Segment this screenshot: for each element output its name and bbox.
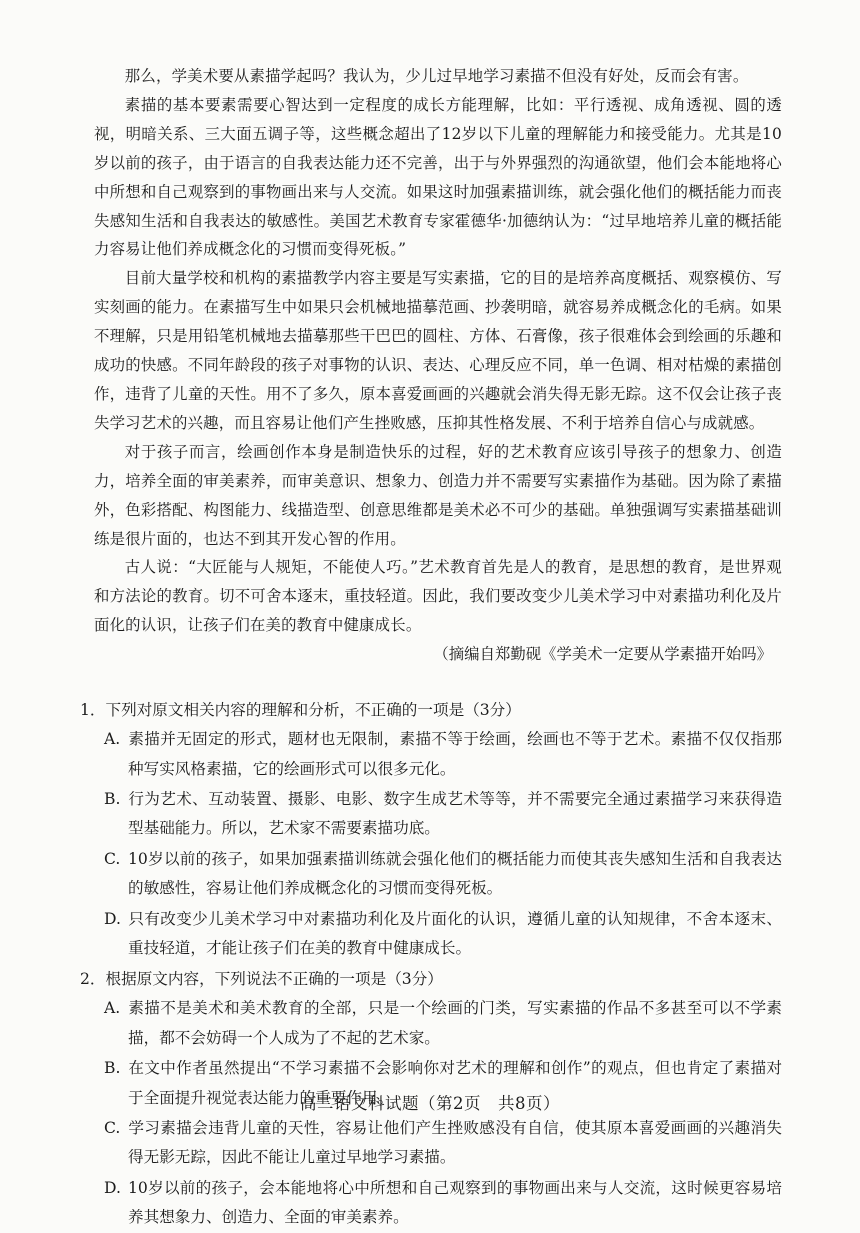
passage-paragraph-5: 古人说：“大匠能与人规矩，不能使人巧。”艺术教育首先是人的教育，是思想的教育，是世界观和方法论的教育。切不可舍本逐末，重技轻道。因此，我们要改变少儿美术学习中对素描功利化及片面化的认识，让孩子们在美的教育中健康成长。 (94, 558, 782, 635)
option-letter: B. (104, 1059, 121, 1078)
passage-source: （摘编自郑勤砚《学美术一定要从学素描开始吗》 (433, 645, 772, 664)
page-footer: 高二语文科试题（第2页 共8页） (300, 1094, 560, 1113)
question-stem: 2．根据原文内容，下列说法不正确的一项是（3分） (80, 970, 443, 989)
question-option (80, 994, 782, 1053)
option-text: 10岁以前的孩子，会本能地将心中所想和自己观察到的事物画出来与人交流，这时候更容易培养其想象力、创造力、全面的审美素养。 (128, 1178, 782, 1227)
option-letter: D. (104, 909, 121, 928)
option-text: 10岁以前的孩子，如果加强素描训练就会强化他们的概括能力而使其丧失感知生活和自我表达的敏感性，容易让他们养成概念化的习惯而变得死板。 (128, 849, 782, 898)
option-letter: A. (104, 730, 121, 749)
option-text: 素描并无固定的形式，题材也无限制，素描不等于绘画，绘画也不等于艺术。素描不仅仅指那种写实风格素描，它的绘画形式可以很多元化。 (128, 730, 782, 778)
question-option (80, 845, 782, 904)
option-letter: B. (104, 789, 121, 808)
option-letter: A. (104, 999, 121, 1018)
option-letter: C. (104, 849, 121, 868)
option-text: 学习素描会违背儿童的天性，容易让他们产生挫败感没有自信，使其原本喜爱画画的兴趣消失得无影无踪，因此不能让儿童过早地学习素描。 (128, 1119, 782, 1167)
question-option (80, 785, 782, 844)
question-option (80, 725, 782, 784)
passage-paragraph-1: 那么，学美术要从素描学起吗？我认为，少儿过早地学习素描不但没有好处，反而会有害。 (124, 67, 749, 85)
option-letter: D. (104, 1178, 121, 1197)
passage-paragraph-4: 对于孩子而言，绘画创作本身是制造快乐的过程，好的艺术教育应该引导孩子的想象力、创造力，培养全面的审美素养，而审美意识、想象力、创造力并不需要写实素描作为基础。因为除了素描外，色彩搭配、构图能力、线描造型、创意思维都是美术必不可少的基础。单独强调写实素描基础训练是很片面的，也达不到其开发心智的作用。 (94, 442, 782, 548)
option-letter: C. (104, 1119, 121, 1137)
option-text: 在文中作者虽然提出“不学习素描不会影响你对艺术的理解和创作”的观点，但也肯定了素描对于全面提升视觉表达能力的重要作用。 (128, 1059, 782, 1107)
question-option (80, 1114, 782, 1173)
option-text: 行为艺术、互动装置、摄影、电影、数字生成艺术等等，并不需要完全通过素描学习来获得造型基础能力。所以，艺术家不需要素描功底。 (128, 789, 782, 838)
reading-passage (94, 62, 782, 669)
passage-paragraph-2: 素描的基本要素需要心智达到一定程度的成长方能理解，比如：平行透视、成角透视、圆的透视，明暗关系、三大面五调子等，这些概念超出了12岁以下儿童的理解能力和接受能力。尤其是10岁以前的孩子，由于语言的自我表达能力还不完善，出于与外界强烈的沟通欲望，他们会本能地将心中所想和自己观察到的事物画出来与人交流。如果这时加强素描训练，就会强化他们的概括能力而丧失感知生活和自我表达的敏感性。美国艺术教育专家霍德华·加德纳认为：“过早地培养儿童的概括能力容易让他们养成概念化的习惯而变得死板。” (94, 95, 782, 259)
question-stem: 1．下列对原文相关内容的理解和分析，不正确的一项是（3分） (80, 701, 521, 720)
question-option (80, 1174, 782, 1233)
option-text: 只有改变少儿美术学习中对素描功利化及片面化的认识，遵循儿童的认知规律，不舍本逐末、重技轻道，才能让孩子们在美的教育中健康成长。 (128, 909, 782, 957)
passage-paragraph-3: 目前大量学校和机构的素描教学内容主要是写实素描，它的目的是培养高度概括、观察模仿、写实刻画的能力。在素描写生中如果只会机械地描摹范画、抄袭明暗，就容易养成概念化的毛病。如果不理解，只是用铅笔机械地去描摹那些干巴巴的圆柱、方体、石膏像，孩子很难体会到绘画的乐趣和成功的快感。不同年龄段的孩子对事物的认识、表达、心理反应不同，单一色调、相对枯燥的素描创作，违背了儿童的天性。用不了多久，原本喜爱画画的兴趣就会消失得无影无踪。这不仅会让孩子丧失学习艺术的兴趣，而且容易让他们产生挫败感，压抑其性格发展、不利于培养自信心与成就感。 (94, 269, 782, 432)
question-1 (80, 695, 782, 963)
question-option (80, 905, 782, 964)
questions-section (80, 695, 782, 1233)
option-text: 素描不是美术和美术教育的全部，只是一个绘画的门类，写实素描的作品不多甚至可以不学素描，都不会妨碍一个人成为了不起的艺术家。 (128, 999, 782, 1047)
